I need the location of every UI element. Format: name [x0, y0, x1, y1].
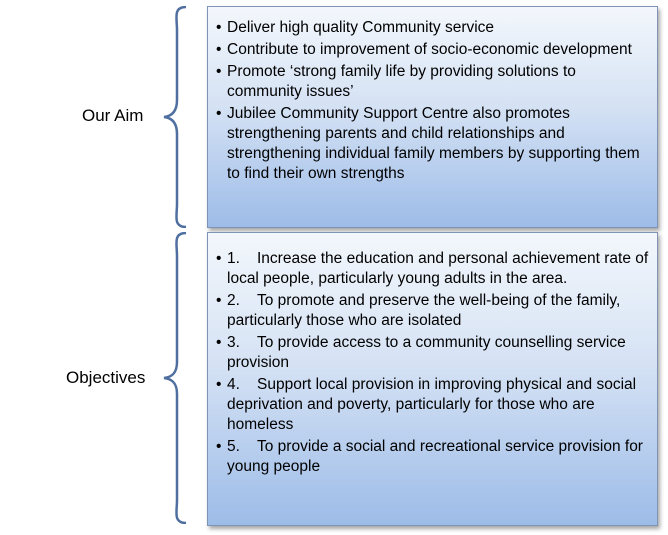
aim-item: • Promote ‘strong family life by providing solutions to community issues’: [216, 62, 649, 102]
objective-item: [216, 375, 649, 435]
aim-item: • Contribute to improvement of socio-economic development: [216, 40, 649, 60]
objective-number: 3.: [227, 334, 240, 351]
objectives-box: [207, 232, 658, 526]
objective-text: Increase the education and personal achievement rate of local people, particularly young adults in the area.: [227, 250, 649, 287]
aim-item: • Deliver high quality Community service: [216, 18, 649, 38]
objective-item: [216, 333, 649, 373]
objectives-brace: [160, 232, 204, 524]
objective-item: [216, 249, 649, 289]
objective-item: [216, 291, 649, 331]
aim-list: [216, 18, 649, 184]
aim-item: • Jubilee Community Support Centre also promotes strengthening parents and child relationships and strengthening individual family members by supporting them to find their own strengths: [216, 104, 649, 184]
objective-item: [216, 437, 649, 477]
aim-label: Our Aim: [82, 106, 144, 125]
objective-number: 1.: [227, 250, 240, 267]
objectives-list: [216, 249, 649, 477]
objective-text: To provide access to a community counselling service provision: [227, 334, 626, 371]
objective-number: 5.: [227, 438, 240, 455]
objective-text: To provide a social and recreational service provision for young people: [227, 438, 643, 475]
aim-brace: [160, 6, 204, 228]
objectives-label: Objectives: [66, 368, 146, 387]
aim-box: [207, 6, 658, 228]
objective-text: Support local provision in improving physical and social deprivation and poverty, particularly for those who are homeless: [227, 376, 637, 433]
objective-number: 2.: [227, 292, 240, 309]
objective-number: 4.: [227, 376, 240, 393]
objective-text: To promote and preserve the well-being of the family, particularly those who are isolated: [227, 292, 621, 329]
